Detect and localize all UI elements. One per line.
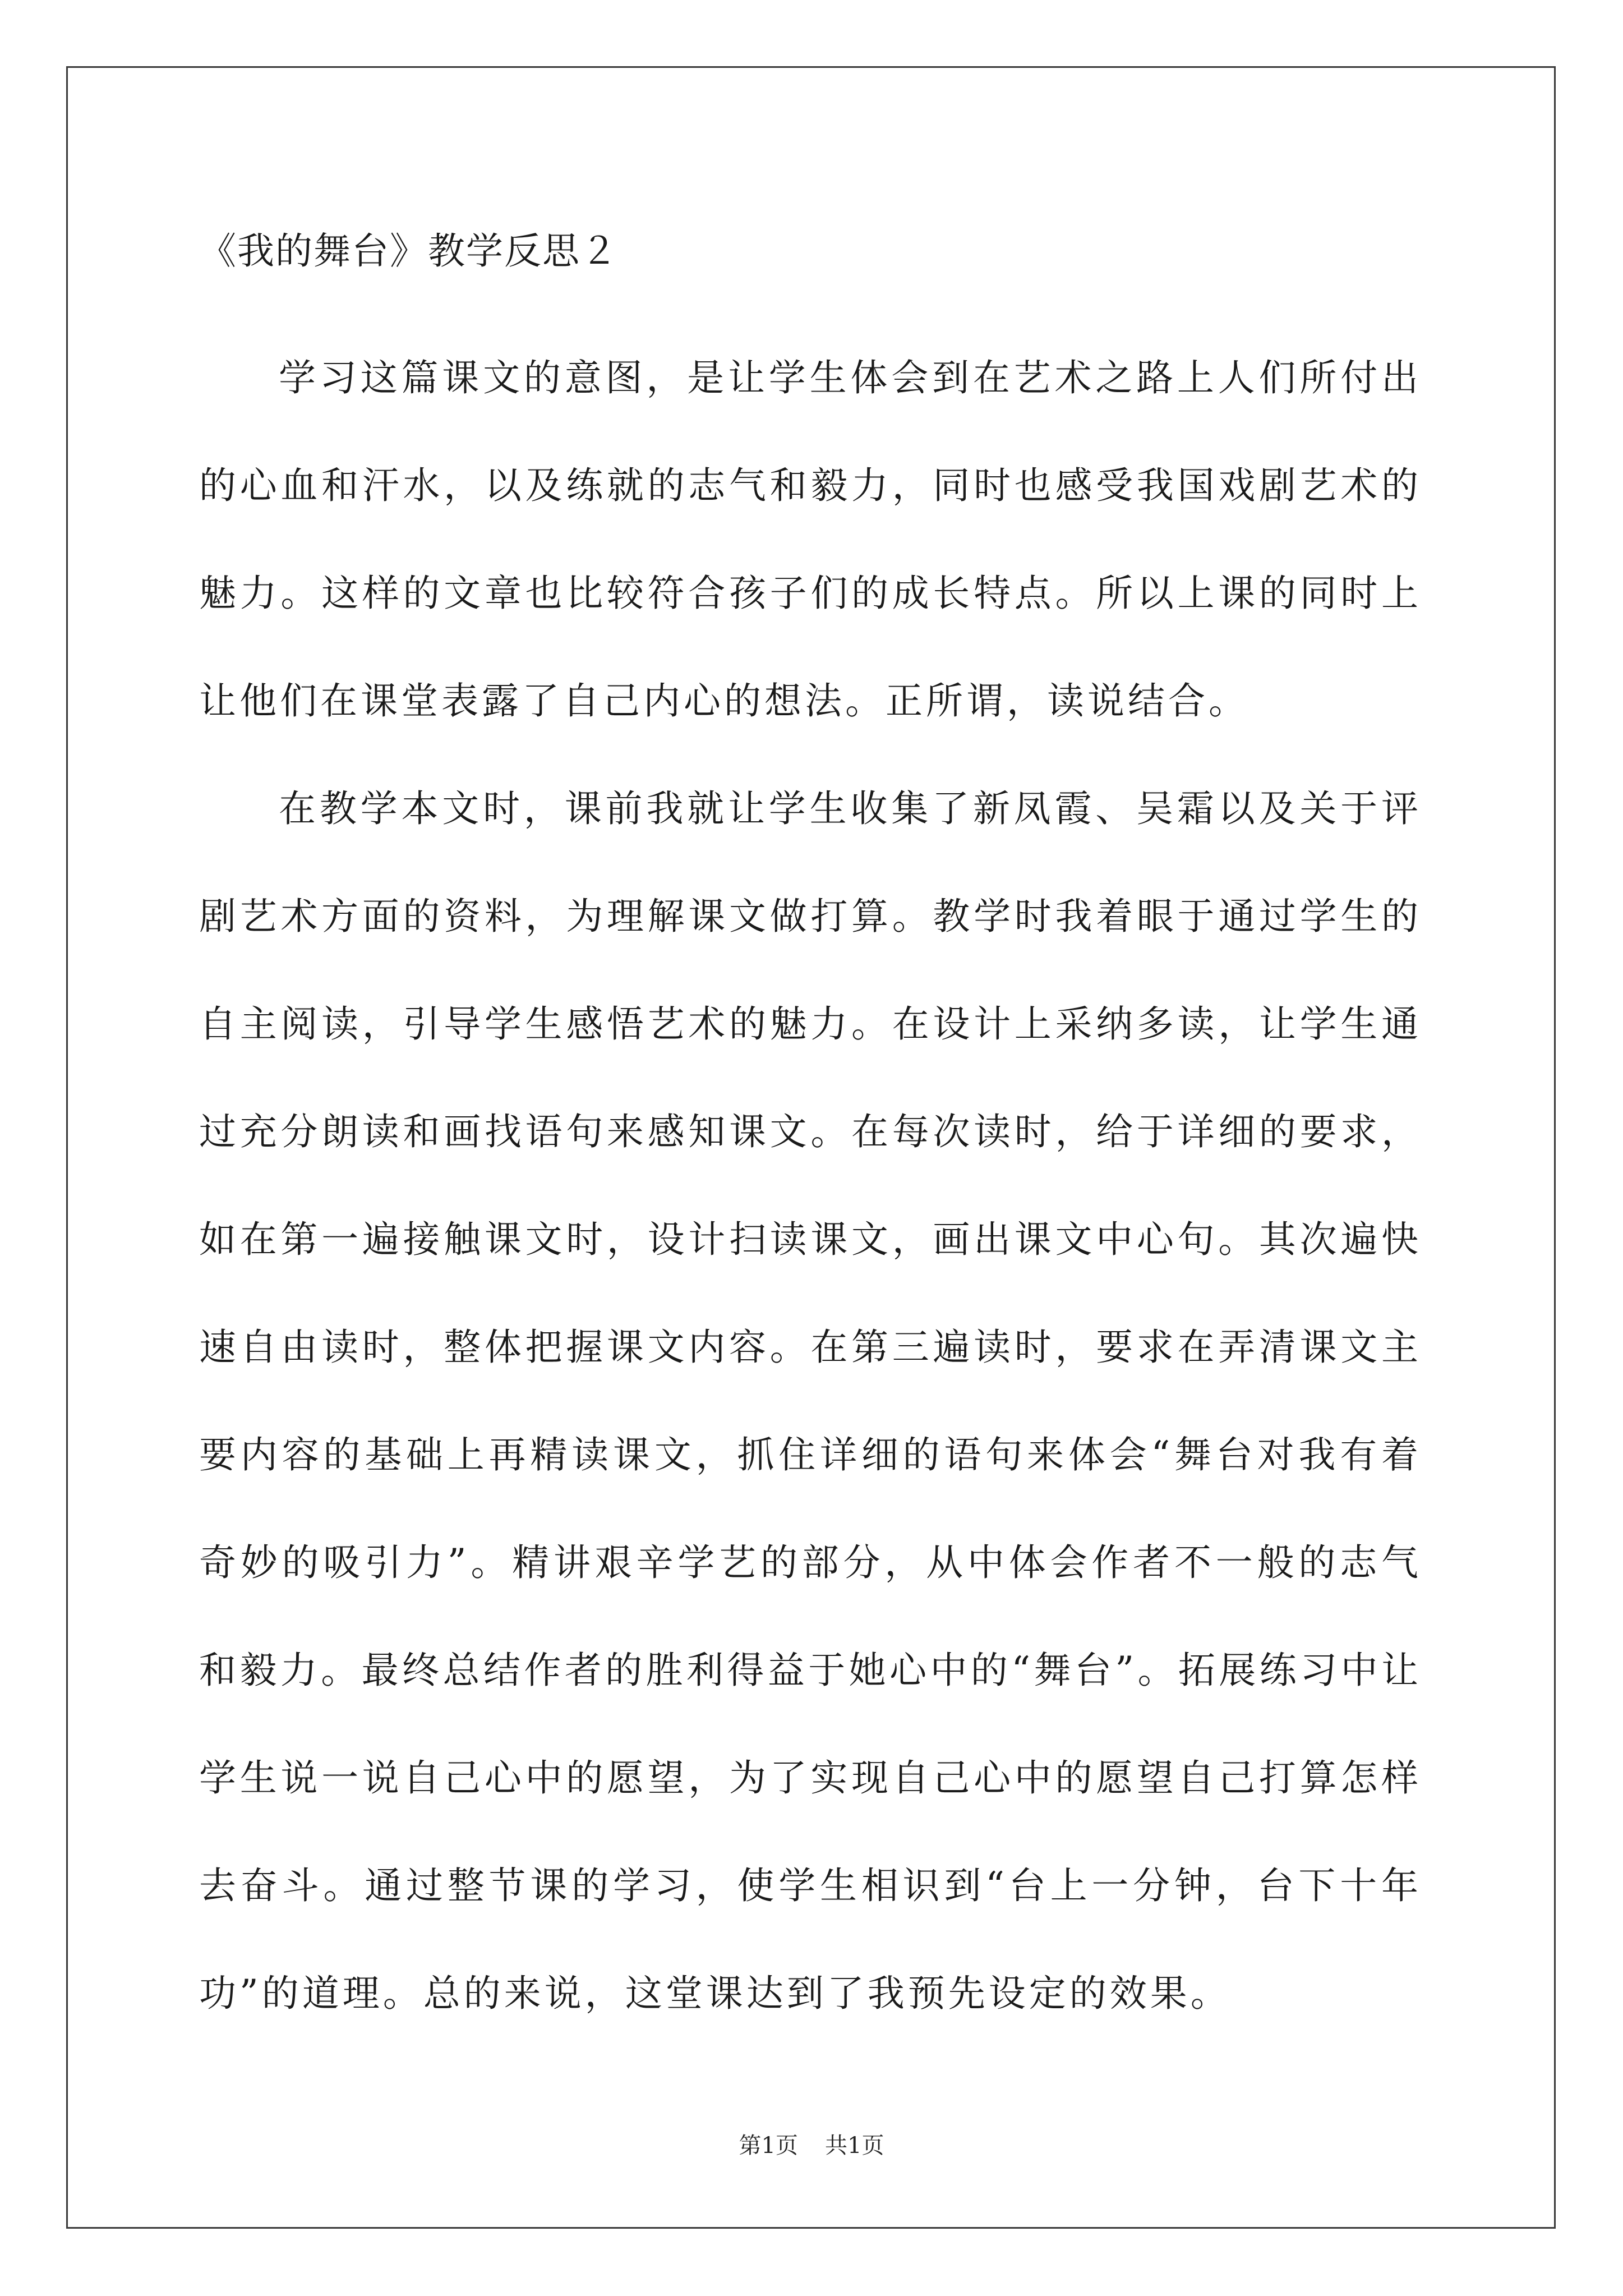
page-footer [0, 2129, 1623, 2162]
page-number-current: 第1页 [739, 2133, 798, 2159]
paragraph-1: 学习这篇课文的意图，是让学生体会到在艺术之路上人们所付出的心血和汗水，以及练就的志气和毅力，同时也感受我国戏剧艺术的魅力。这样的文章也比较符合孩子们的成长特点。所以上课的同时上让他们在课堂表露了自己内心的想法。正所谓，读说结合。 [199, 356, 1422, 723]
paragraph-2: 在教学本文时，课前我就让学生收集了新凤霞、吴霜以及关于评剧艺术方面的资料，为理解课文做打算。教学时我着眼于通过学生的自主阅读，引导学生感悟艺术的魅力。在设计上采纳多读，让学生通过充分朗读和画找语句来感知课文。在每次读时，给于详细的要求，如在第一遍接触课文时，设计扫读课文，画出课文中心句。其次遍快速自由读时，整体把握课文内容。在第三遍读时，要求在弄清课文主要内容的基础上再精读课文，抓住详细的语句来体会“舞台对我有着奇妙的吸引力”。精讲艰辛学艺的部分，从中体会作者不一般的志气和毅力。最终总结作者的胜利得益于她心中的“舞台”。拓展练习中让学生说一说自己心中的愿望，为了实现自己心中的愿望自己打算怎样去奋斗。通过整节课的学习，使学生相识到“台上一分钟，台下十年功”的道理。总的来说，这堂课达到了我预先设定的效果。 [199, 787, 1422, 2015]
document-body [199, 223, 1422, 2047]
document-title: 《我的舞台》教学反思２ [199, 229, 619, 273]
page-number-total: 共1页 [825, 2133, 884, 2159]
